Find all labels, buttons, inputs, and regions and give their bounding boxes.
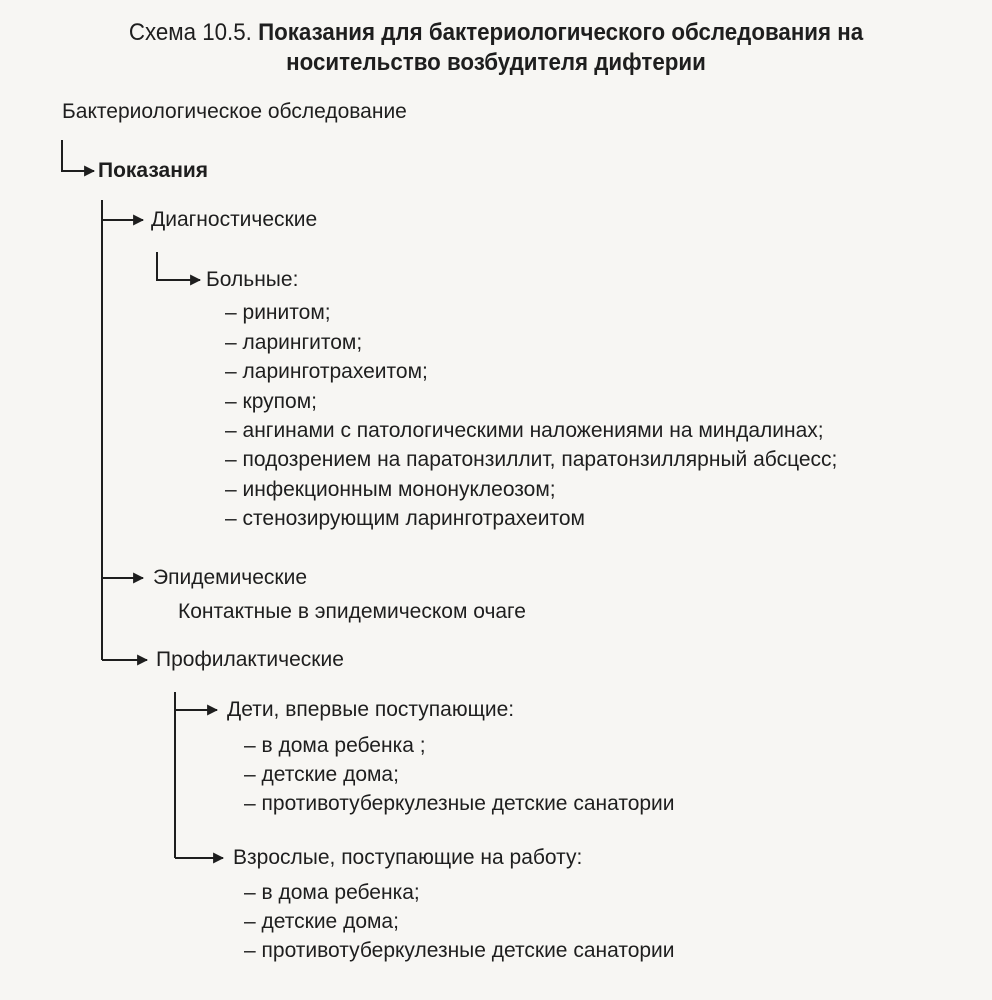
list-item: – в дома ребенка ; bbox=[244, 734, 426, 757]
arrow-patients bbox=[157, 252, 200, 280]
list-item: – ринитом; bbox=[225, 301, 331, 324]
title-text-1: Показания для бактериологического обследования на bbox=[258, 19, 864, 46]
list-item: – подозрением на паратонзиллит, паратонзиллярный абсцесс; bbox=[225, 448, 838, 471]
list-item: – ларингитом; bbox=[225, 331, 363, 354]
arrow-root-indications bbox=[62, 140, 94, 171]
list-item: – стенозирующим ларинготрахеитом bbox=[225, 507, 585, 530]
list-item: – противотуберкулезные детские санатории bbox=[244, 939, 675, 962]
list-item: – в дома ребенка; bbox=[244, 881, 420, 904]
preventive-node: Профилактические bbox=[156, 648, 344, 671]
list-item: – детские дома; bbox=[244, 910, 399, 933]
diagnostic-node: Диагностические bbox=[151, 208, 318, 231]
contacts-node: Контактные в эпидемическом очаге bbox=[178, 600, 526, 623]
children-node: Дети, впервые поступающие: bbox=[227, 698, 515, 721]
title-text-2: носительство возбудителя дифтерии bbox=[286, 49, 706, 76]
epidemic-node: Эпидемические bbox=[153, 566, 308, 589]
list-item: – крупом; bbox=[225, 390, 317, 413]
list-item: – детские дома; bbox=[244, 763, 399, 786]
list-item: – противотуберкулезные детские санатории bbox=[244, 792, 675, 815]
root-node: Бактериологическое обследование bbox=[62, 100, 407, 123]
list-item: – ангинами с патологическими наложениями на миндалинах; bbox=[225, 419, 824, 442]
list-item: – инфекционным мононуклеозом; bbox=[225, 478, 556, 501]
indications-node: Показания bbox=[98, 159, 209, 182]
patients-node: Больные: bbox=[206, 268, 299, 291]
title-prefix: Схема 10.5. bbox=[128, 19, 252, 46]
list-item: – ларинготрахеитом; bbox=[225, 360, 428, 383]
adults-node: Взрослые, поступающие на работу: bbox=[233, 846, 583, 869]
